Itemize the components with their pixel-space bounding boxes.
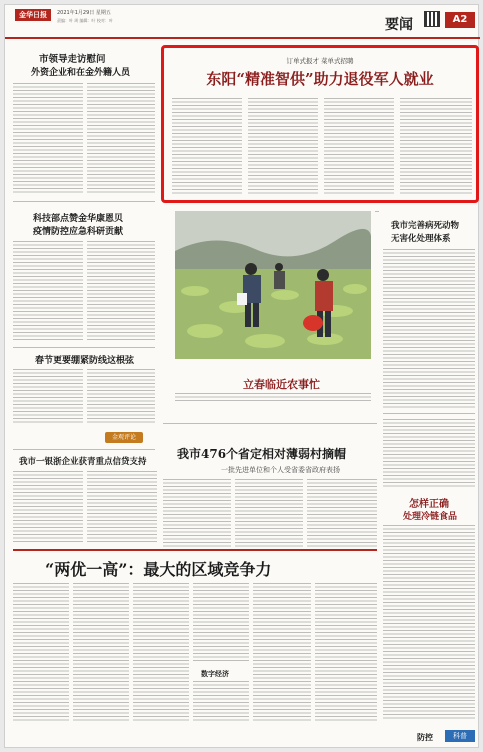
commentary-tag: 金观评论 bbox=[105, 432, 143, 443]
right-article1-body-cont bbox=[383, 419, 475, 489]
left-article1-body bbox=[13, 83, 83, 193]
bottom-body-col3 bbox=[133, 583, 189, 723]
bottom-body-col2 bbox=[73, 583, 129, 723]
left-article3-title: 春节更要绷紧防线这根弦 bbox=[35, 356, 135, 366]
photo-caption-title: 立春临近农事忙 bbox=[243, 378, 320, 391]
highlight-kicker: 订单式报才 菜单式招聘 bbox=[286, 57, 354, 65]
center-body-col1 bbox=[163, 479, 231, 551]
highlight-body-col3 bbox=[324, 98, 394, 196]
center-headline: 我市476个省定相对薄弱村摘帽 bbox=[177, 447, 347, 461]
footer-label: 防控 bbox=[417, 733, 433, 742]
left-article1-subtitle: 外资企业和在金外籍人员 bbox=[31, 68, 131, 78]
footer-badge: 科普 bbox=[445, 730, 475, 742]
left-article4-body-col2 bbox=[87, 471, 157, 543]
page-number: A2 bbox=[445, 12, 475, 28]
right-article2-subtitle: 处理冷链食品 bbox=[403, 512, 458, 522]
bottom-headline: “两优一高”：最大的区域竞争力 bbox=[45, 560, 272, 579]
bottom-body-col4b bbox=[193, 681, 249, 723]
left-article4-title: 我市一银浙企业获青重点信贷支持 bbox=[19, 457, 147, 467]
highlight-body-col2 bbox=[248, 98, 318, 196]
highlighted-article[interactable] bbox=[161, 45, 479, 203]
masthead bbox=[5, 5, 480, 39]
newspaper-page bbox=[4, 4, 479, 748]
left-article4-body bbox=[13, 471, 83, 543]
section-title: 要闻 bbox=[385, 17, 413, 33]
left-article2-subtitle: 疫情防控应急科研贡献 bbox=[33, 227, 124, 237]
bottom-column-title: 数字经济 bbox=[201, 669, 229, 678]
left-article3-body-col2 bbox=[87, 369, 155, 425]
center-subheadline: 一批先进单位和个人受省委省政府表扬 bbox=[221, 466, 340, 474]
right-article1-subtitle: 无害化处理体系 bbox=[391, 234, 451, 244]
bottom-body-col5 bbox=[253, 583, 311, 723]
divider bbox=[13, 549, 377, 551]
left-article1-title: 市领导走访慰问 bbox=[39, 54, 106, 65]
left-article2-title: 科技部点赞金华康恩贝 bbox=[33, 214, 124, 224]
highlight-title: 东阳“精准智供”助力退役军人就业 bbox=[206, 70, 434, 88]
highlight-body-col1 bbox=[172, 98, 242, 196]
qr-code-icon bbox=[424, 11, 440, 27]
divider bbox=[163, 423, 377, 424]
farm-photo-image bbox=[175, 211, 371, 359]
left-article1-body-col2 bbox=[87, 83, 155, 193]
right-article2-body bbox=[383, 525, 475, 721]
divider bbox=[13, 201, 155, 202]
highlight-body-col4 bbox=[400, 98, 472, 196]
farm-photo bbox=[175, 211, 371, 359]
photo-caption-body bbox=[175, 393, 371, 403]
right-article1-body bbox=[383, 249, 475, 409]
divider bbox=[13, 347, 155, 348]
editor-line: 责编：叶 周 编辑：叶 校对：叶 bbox=[57, 18, 113, 23]
right-article2-title: 怎样正确 bbox=[409, 499, 449, 510]
spacer bbox=[375, 211, 379, 212]
divider bbox=[383, 413, 475, 414]
center-body-col3 bbox=[307, 479, 377, 551]
right-article1-title: 我市完善病死动物 bbox=[391, 221, 460, 231]
paper-logo: 金华日报 bbox=[15, 9, 51, 21]
left-article2-body-col2 bbox=[87, 241, 155, 341]
bottom-body-col4 bbox=[193, 583, 249, 663]
bottom-body-col1 bbox=[13, 583, 69, 723]
divider bbox=[13, 449, 155, 450]
bottom-body-col6 bbox=[315, 583, 377, 723]
left-article3-body bbox=[13, 369, 83, 425]
left-article2-body bbox=[13, 241, 83, 341]
issue-date: 2021年1月29日 星期五 bbox=[57, 10, 111, 16]
center-body-col2 bbox=[235, 479, 303, 551]
